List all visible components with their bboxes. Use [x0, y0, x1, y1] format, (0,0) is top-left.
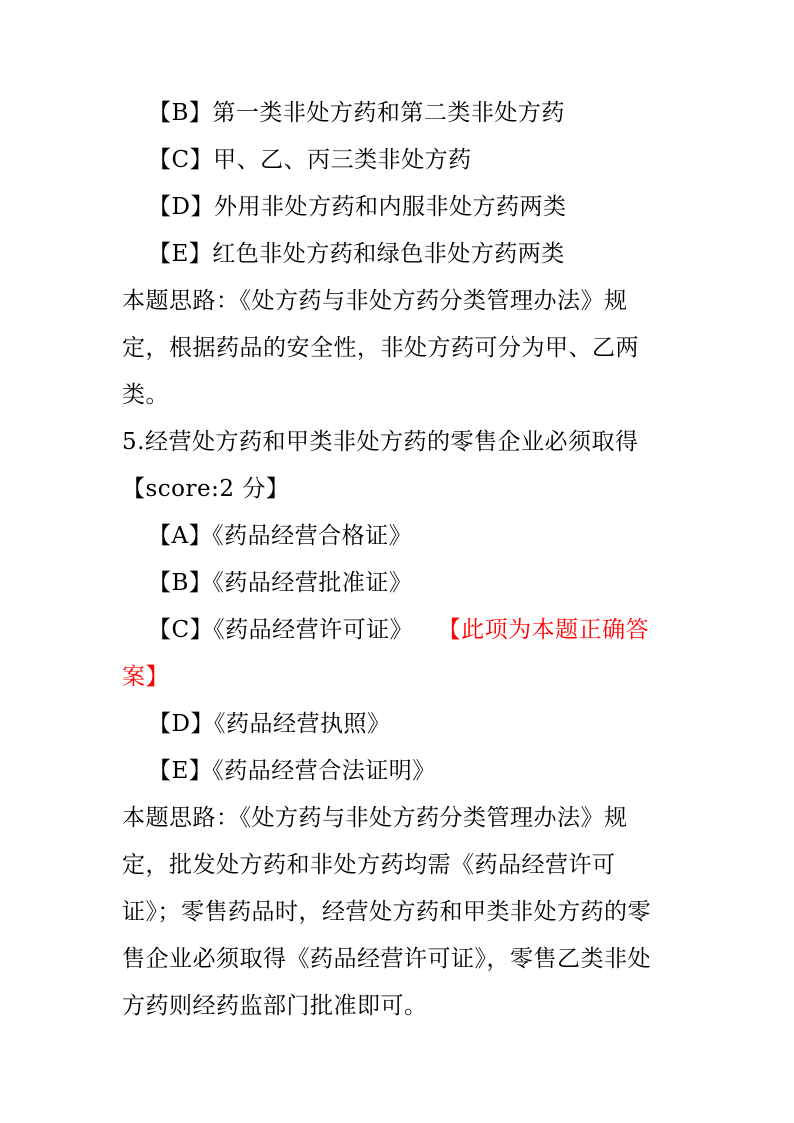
q5-option-b: [148, 560, 412, 606]
q4-option-e: [148, 231, 565, 277]
q4-explanation-line-1: 本题思路：《处方药与非处方药分类管理办法》规: [122, 288, 628, 314]
option-label: 【B】: [148, 570, 213, 596]
q5-option-e: [148, 748, 436, 794]
option-label: 【C】: [148, 147, 214, 173]
option-label: 【D】: [148, 711, 214, 737]
option-text: 外用非处方药和内服非处方药两类: [213, 194, 567, 220]
option-text: 甲、乙、丙三类非处方药: [213, 147, 472, 173]
option-label: 【A】: [148, 523, 213, 549]
option-label: 【C】: [148, 617, 214, 643]
option-text: 第一类非处方药和第二类非处方药: [212, 100, 565, 126]
q5-option-d: [148, 701, 390, 747]
q5-stem: 5.经营处方药和甲类非处方药的零售企业必须取得: [122, 429, 639, 455]
q5-option-c: [148, 607, 649, 653]
q4-option-b: [148, 90, 565, 136]
option-text: 《药品经营合格证》: [212, 523, 413, 549]
q4-explanation-line-2: 定，根据药品的安全性，非处方药可分为甲、乙两: [122, 335, 639, 361]
q5-explanation-line-3: 证》；零售药品时，经营处方药和甲类非处方药的零: [122, 899, 651, 925]
q5-option-a: [148, 513, 412, 559]
option-text: 《药品经营执照》: [213, 711, 391, 737]
q5-explanation-line-1: 本题思路：《处方药与非处方药分类管理办法》规: [122, 805, 628, 831]
q4-option-c: [148, 137, 472, 183]
correct-answer-mark-continued: 案】: [122, 664, 169, 690]
option-label: 【E】: [148, 758, 213, 784]
option-label: 【D】: [148, 194, 214, 220]
q5-explanation-line-5: 方药则经药监部门批准即可。: [122, 993, 428, 1019]
option-text: 《药品经营合法证明》: [212, 758, 436, 784]
q5-explanation-line-2: 定，批发处方药和非处方药均需《药品经营许可: [122, 852, 616, 878]
option-text: 《药品经营批准证》: [212, 570, 413, 596]
option-label: 【B】: [148, 100, 213, 126]
q4-option-d: [148, 184, 566, 230]
correct-answer-mark: 【此项为本题正确答: [449, 617, 650, 643]
q5-score: 【score:2 分】: [122, 476, 290, 502]
q5-explanation-line-4: 售企业必须取得《药品经营许可证》，零售乙类非处: [122, 946, 651, 972]
option-text: 红色非处方药和绿色非处方药两类: [212, 241, 565, 267]
option-text: 《药品经营许可证》: [213, 617, 414, 643]
option-label: 【E】: [148, 241, 213, 267]
q4-explanation-line-3: 类。: [122, 382, 169, 408]
